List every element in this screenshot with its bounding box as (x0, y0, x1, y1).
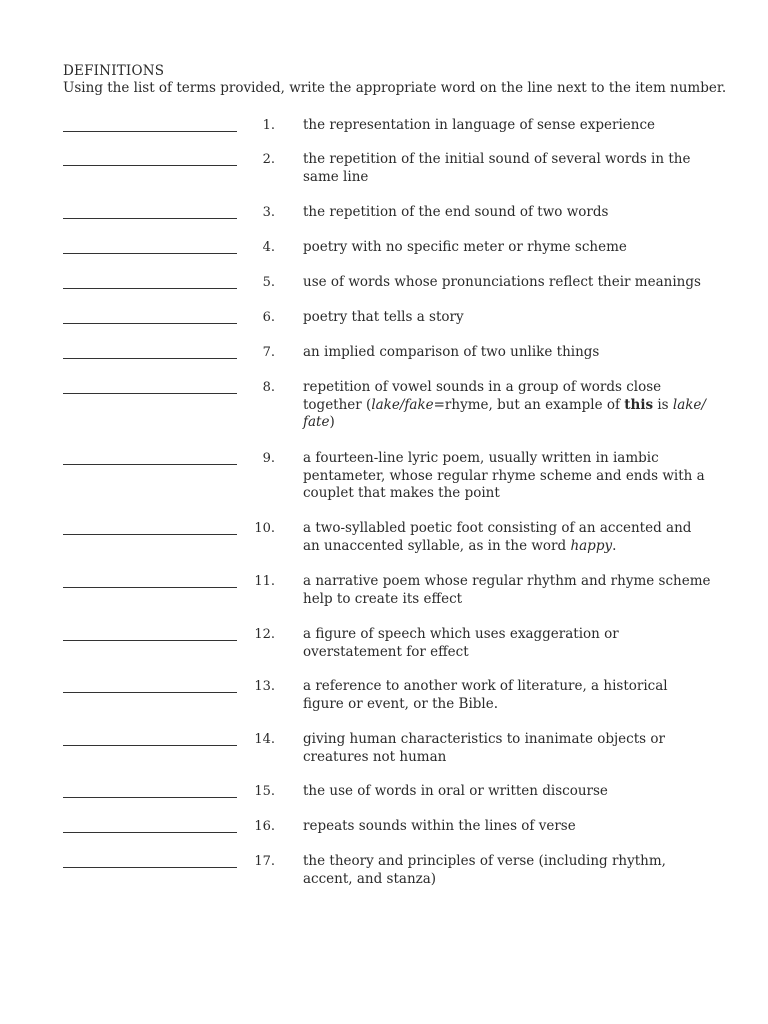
item-definition: an implied comparison of two unlike things (303, 344, 600, 360)
item-number: 2. (262, 152, 275, 167)
instructions: Using the list of terms provided, write the appropriate word on the line next to the item number. (63, 80, 727, 96)
item-definition: a figure of speech which uses exaggeration or overstatement for effect (303, 626, 619, 660)
item-number: 13. (254, 679, 275, 694)
item-definition: the repetition of the end sound of two words (303, 204, 609, 220)
item-definition: a narrative poem whose regular rhythm and rhyme scheme help to create its effect (303, 573, 711, 607)
item-number: 16. (254, 819, 275, 834)
item-number: 3. (262, 205, 275, 220)
answer-line[interactable] (63, 165, 237, 166)
item-number: 17. (254, 854, 275, 869)
definition-italic: lake/ fate (303, 396, 706, 430)
answer-line[interactable] (63, 131, 237, 132)
answer-line[interactable] (63, 797, 237, 798)
answer-line[interactable] (63, 640, 237, 641)
item-definition: a fourteen-line lyric poem, usually written in iambic pentameter, whose regular rhyme scheme and ends with a couplet that makes the point (303, 450, 705, 501)
definition-text: repetition of vowel sounds in a group of words close together ( (303, 379, 662, 413)
item-definition: giving human characteristics to inanimate objects or creatures not human (303, 731, 665, 765)
answer-line[interactable] (63, 393, 237, 394)
item-number: 9. (262, 451, 275, 466)
item-number: 14. (254, 732, 275, 747)
answer-line[interactable] (63, 253, 237, 254)
item-number: 11. (254, 574, 275, 589)
answer-line[interactable] (63, 867, 237, 868)
answer-line[interactable] (63, 464, 237, 465)
answer-line[interactable] (63, 534, 237, 535)
item-number: 6. (262, 310, 275, 325)
definition-text: ) (329, 414, 335, 430)
item-definition: poetry with no specific meter or rhyme scheme (303, 239, 627, 255)
item-number: 12. (254, 627, 275, 642)
item-number: 15. (254, 784, 275, 799)
definition-text: . (612, 537, 617, 554)
item-number: 5. (262, 275, 275, 290)
item-number: 4. (262, 240, 275, 255)
definition-text: =rhyme, but an example of (433, 396, 625, 413)
item-definition (303, 520, 711, 555)
item-definition: the representation in language of sense experience (303, 117, 656, 133)
item-definition: the theory and principles of verse (including rhythm, accent, and stanza) (303, 853, 666, 887)
answer-line[interactable] (63, 832, 237, 833)
item-number: 8. (262, 380, 275, 395)
item-number: 7. (262, 345, 275, 360)
answer-line[interactable] (63, 288, 237, 289)
definition-italic: happy (570, 537, 613, 554)
page-title: DEFINITIONS (63, 63, 165, 79)
item-definition: the repetition of the initial sound of several words in the same line (303, 151, 691, 185)
item-definition: a reference to another work of literature, a historical figure or event, or the Bible. (303, 678, 668, 712)
definition-bold: this (624, 396, 654, 413)
item-definition: repeats sounds within the lines of verse (303, 818, 576, 834)
answer-line[interactable] (63, 692, 237, 693)
answer-line[interactable] (63, 323, 237, 324)
answer-line[interactable] (63, 358, 237, 359)
item-definition: poetry that tells a story (303, 309, 464, 325)
definition-italic: lake/fake (371, 396, 434, 413)
answer-line[interactable] (63, 587, 237, 588)
item-number: 10. (254, 521, 275, 536)
item-number: 1. (262, 118, 275, 133)
item-definition (303, 379, 711, 432)
definition-text: a two-syllabled poetic foot consisting of an accented and an unaccented syllable, as in the word (303, 520, 692, 554)
definition-text: is (653, 396, 673, 413)
item-definition: use of words whose pronunciations reflect their meanings (303, 274, 701, 290)
answer-line[interactable] (63, 745, 237, 746)
item-definition: the use of words in oral or written discourse (303, 783, 608, 799)
answer-line[interactable] (63, 218, 237, 219)
